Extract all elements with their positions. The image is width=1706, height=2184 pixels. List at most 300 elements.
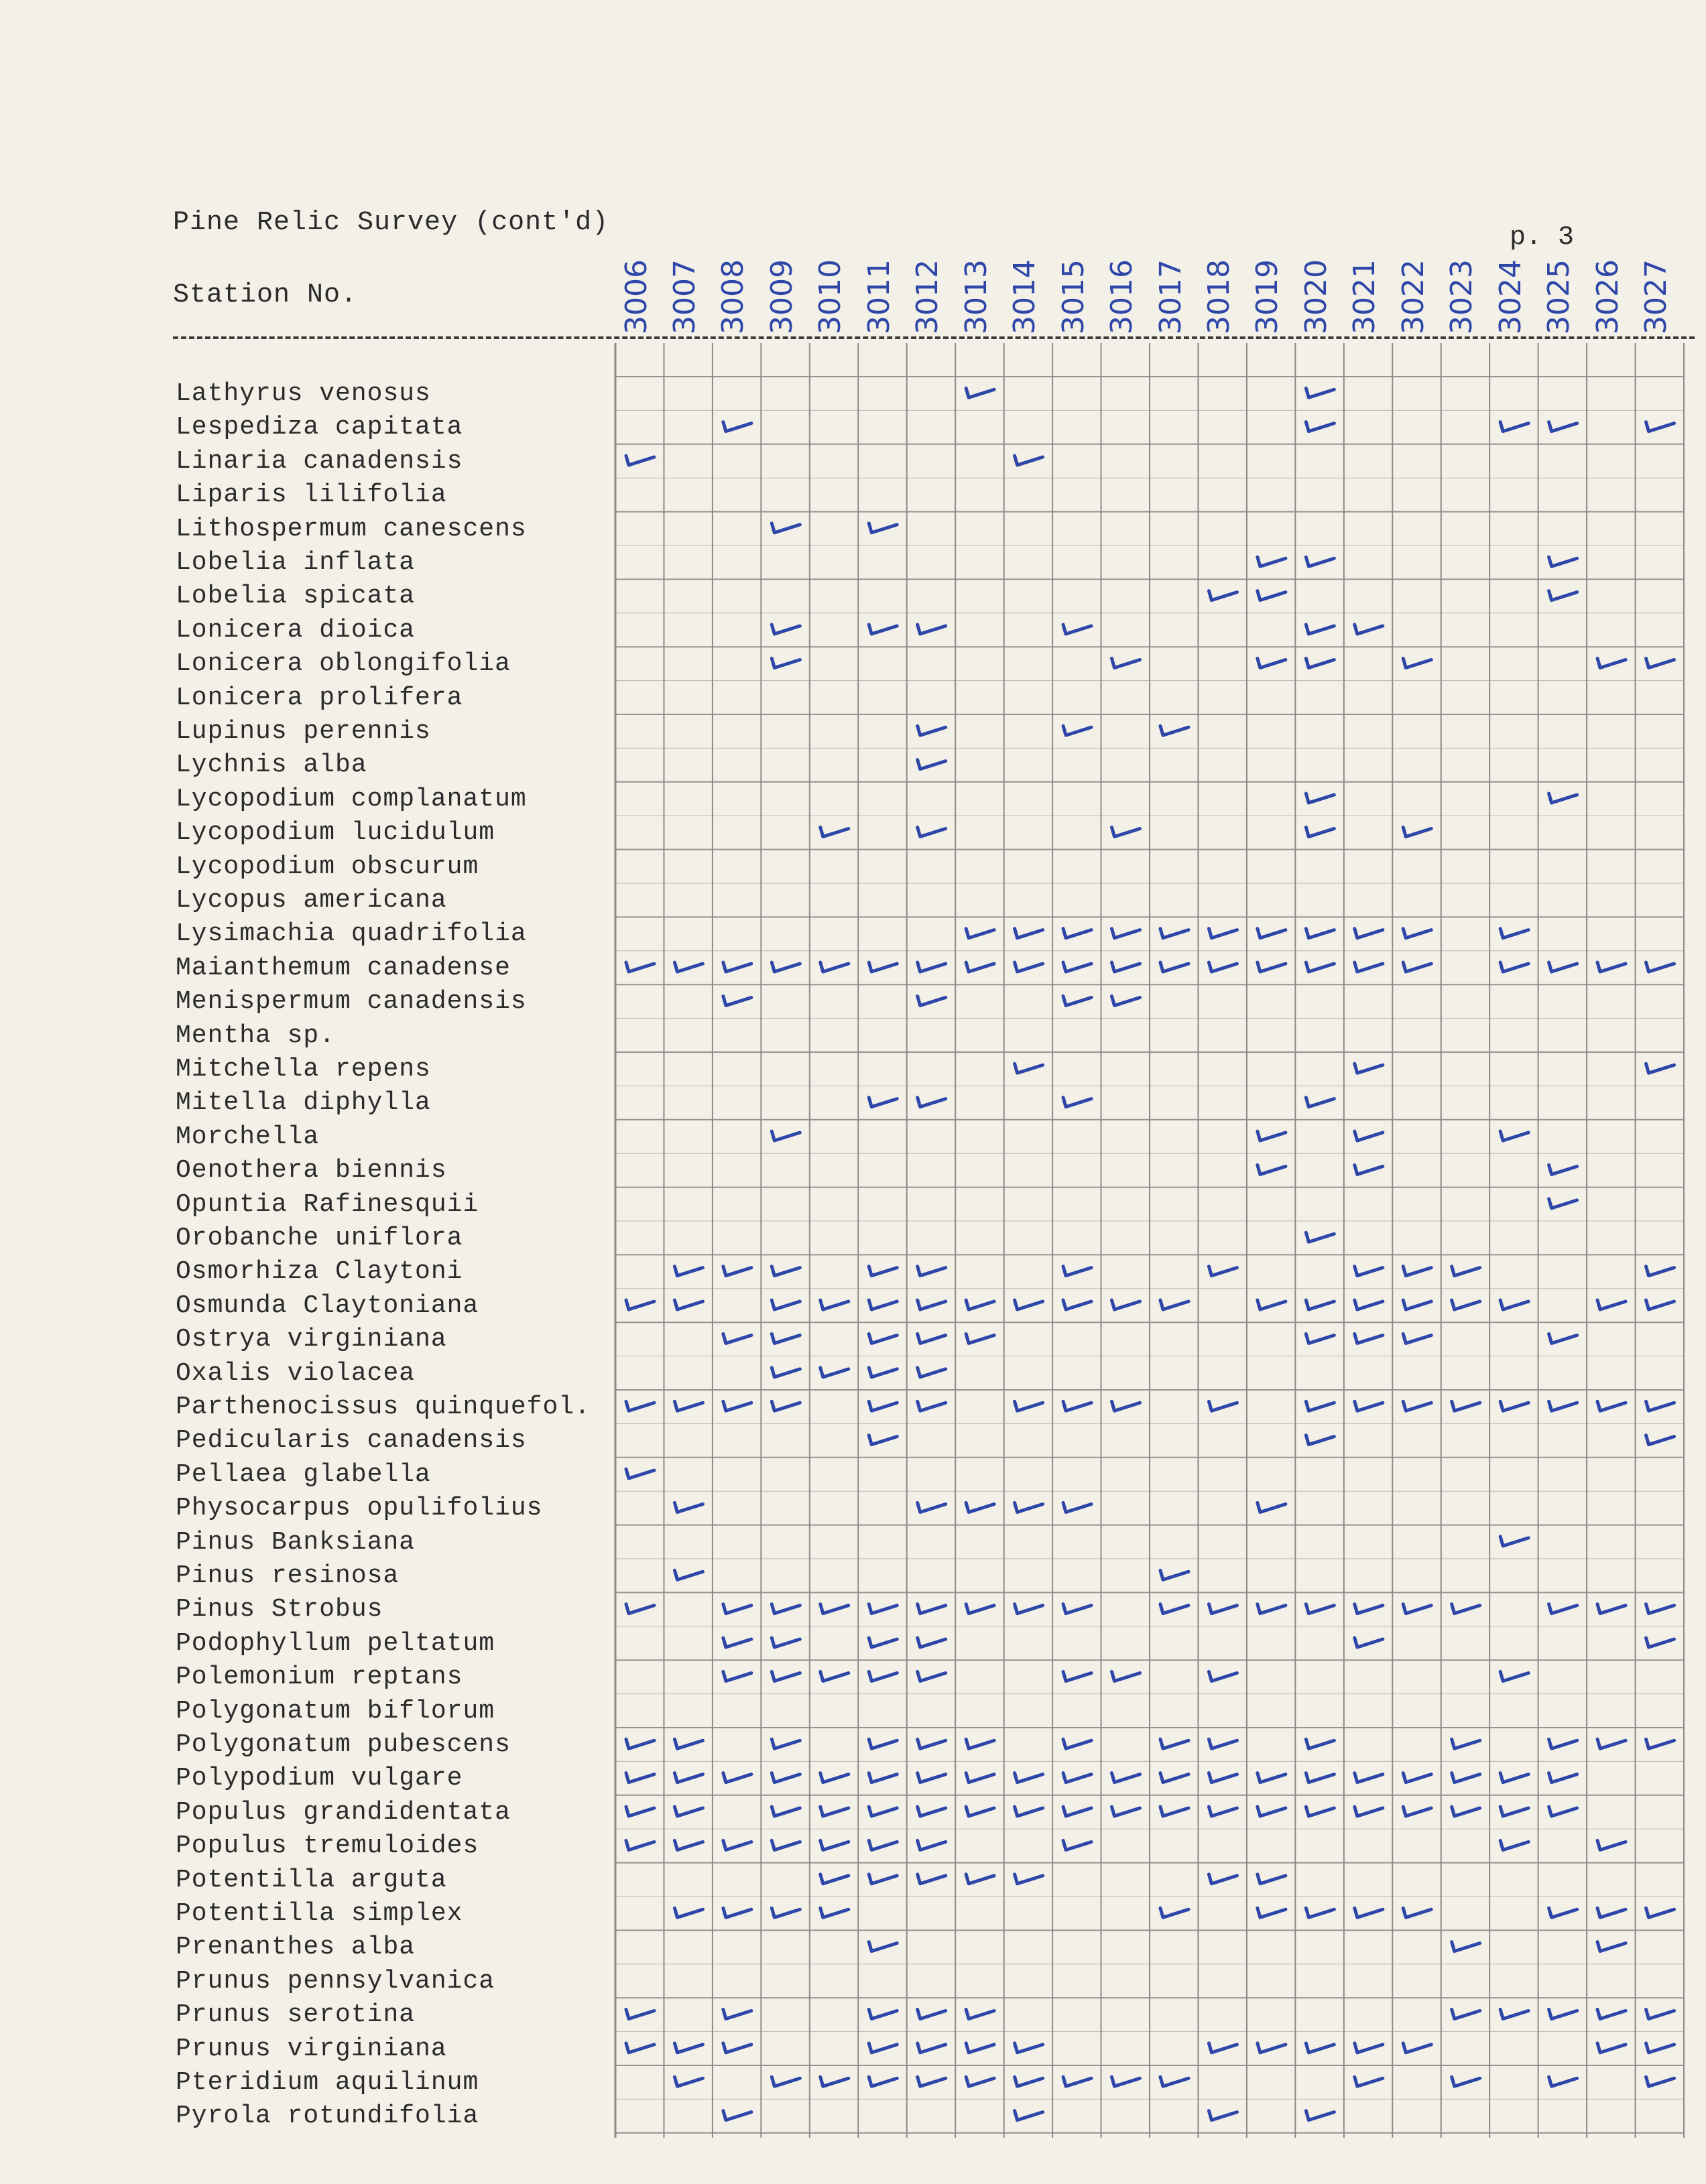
check-mark <box>1209 2043 1237 2053</box>
check-mark <box>1646 658 1674 667</box>
species-name: Prunus virginiana <box>176 2034 447 2063</box>
check-mark <box>966 1334 994 1343</box>
check-mark <box>772 1604 800 1614</box>
check-mark <box>869 1638 897 1647</box>
station-number: 3019 <box>1250 259 1285 334</box>
check-mark <box>918 2043 946 2053</box>
check-mark <box>1063 1401 1091 1411</box>
check-mark <box>1111 929 1140 938</box>
species-name: Pinus resinosa <box>176 1561 400 1590</box>
check-mark <box>1160 1807 1189 1816</box>
station-number: 3021 <box>1347 259 1382 334</box>
check-mark <box>1500 1401 1528 1411</box>
check-mark <box>1403 658 1431 667</box>
species-name: Lychnis alba <box>176 751 367 780</box>
check-mark <box>1306 1908 1334 1917</box>
check-mark <box>869 1840 897 1850</box>
check-mark <box>1209 591 1237 600</box>
check-mark <box>1160 1604 1189 1614</box>
species-name: Mitella diphylla <box>176 1088 431 1118</box>
check-mark <box>1403 1334 1431 1343</box>
station-number: 3011 <box>861 259 896 334</box>
check-mark <box>869 2077 897 2086</box>
check-mark <box>1597 1300 1626 1309</box>
species-name: Mitchella repens <box>176 1055 431 1084</box>
station-number: 3012 <box>910 259 945 334</box>
check-mark <box>966 1807 994 1816</box>
check-mark <box>1160 1908 1189 1917</box>
check-mark <box>918 1840 946 1850</box>
check-mark <box>1209 1773 1237 1783</box>
check-mark <box>1597 1739 1626 1748</box>
check-mark <box>626 1807 654 1816</box>
species-name: Prunus pennsylvanica <box>176 1966 495 1996</box>
check-mark <box>626 1604 654 1614</box>
check-mark <box>1258 2043 1286 2053</box>
check-mark <box>1160 726 1189 735</box>
station-number: 3024 <box>1493 259 1528 334</box>
check-mark <box>772 1300 800 1309</box>
check-mark <box>1063 1671 1091 1681</box>
check-mark <box>869 1368 897 1377</box>
check-mark <box>626 1840 654 1850</box>
check-mark <box>1355 1638 1383 1647</box>
check-mark <box>1015 456 1043 465</box>
check-mark <box>966 1300 994 1309</box>
check-mark <box>1355 962 1383 972</box>
check-mark <box>723 2043 751 2053</box>
species-name: Oenothera biennis <box>176 1156 447 1185</box>
check-mark <box>674 962 703 972</box>
species-name: Orobanche uniflora <box>176 1224 463 1252</box>
check-mark <box>1015 1773 1043 1783</box>
check-mark <box>626 456 654 465</box>
check-mark <box>1160 1739 1189 1748</box>
species-name: Parthenocissus quinquefol. <box>176 1393 591 1421</box>
species-name: Populus grandidentata <box>176 1797 511 1827</box>
check-mark <box>918 962 946 972</box>
check-mark <box>1258 962 1286 972</box>
check-mark <box>1646 962 1674 972</box>
check-mark <box>1549 1604 1577 1614</box>
species-name: Potentilla simplex <box>176 1899 463 1928</box>
check-mark <box>1549 557 1577 566</box>
check-mark <box>1306 388 1334 397</box>
check-mark <box>1306 793 1334 803</box>
station-number: 3025 <box>1542 259 1577 334</box>
check-mark <box>772 1908 800 1917</box>
check-mark <box>918 1267 946 1276</box>
check-mark <box>1209 962 1237 972</box>
check-mark <box>626 2043 654 2053</box>
check-mark <box>918 1773 946 1783</box>
species-name: Ostrya virginiana <box>176 1325 447 1354</box>
check-mark <box>1306 1773 1334 1783</box>
species-name: Polygonatum pubescens <box>176 1730 511 1759</box>
check-mark <box>1646 1604 1674 1614</box>
check-mark <box>1015 2043 1043 2053</box>
check-mark <box>1403 1807 1431 1816</box>
check-mark <box>869 1874 897 1884</box>
check-mark <box>1549 793 1577 803</box>
check-mark <box>869 1739 897 1748</box>
check-mark <box>772 625 800 634</box>
check-mark <box>918 1334 946 1343</box>
check-mark <box>1015 1502 1043 1512</box>
check-mark <box>1160 929 1189 938</box>
check-mark <box>1258 929 1286 938</box>
check-mark <box>1258 1165 1286 1174</box>
check-mark <box>674 1502 703 1512</box>
check-mark <box>1597 1401 1626 1411</box>
check-mark <box>820 1874 849 1884</box>
check-mark <box>1500 1807 1528 1816</box>
check-mark <box>1258 1300 1286 1309</box>
check-mark <box>1549 422 1577 432</box>
check-mark <box>1646 1267 1674 1276</box>
check-mark <box>918 1401 946 1411</box>
check-mark <box>723 1840 751 1850</box>
check-mark <box>1403 1604 1431 1614</box>
check-mark <box>1306 2043 1334 2053</box>
check-mark <box>1015 2111 1043 2120</box>
check-mark <box>1209 1807 1237 1816</box>
check-mark <box>1063 1300 1091 1309</box>
check-mark <box>1355 1064 1383 1073</box>
species-name: Lycopus americana <box>176 886 447 915</box>
species-name: Lobelia spicata <box>176 582 416 611</box>
check-mark <box>1063 2077 1091 2086</box>
check-mark <box>1111 1807 1140 1816</box>
species-name: Lysimachia quadrifolia <box>176 919 527 949</box>
check-mark <box>772 2077 800 2086</box>
species-name: Physocarpus opulifolius <box>176 1494 543 1523</box>
species-name: Lathyrus venosus <box>176 379 431 408</box>
check-mark <box>820 1671 849 1681</box>
check-mark <box>869 1334 897 1343</box>
check-mark <box>1355 929 1383 938</box>
check-mark <box>723 2111 751 2120</box>
check-mark <box>1597 1840 1626 1850</box>
check-mark <box>1403 1401 1431 1411</box>
check-mark <box>918 1604 946 1614</box>
check-mark <box>918 1368 946 1377</box>
check-mark <box>820 1840 849 1850</box>
check-mark <box>1063 1807 1091 1816</box>
check-mark <box>674 1401 703 1411</box>
check-mark <box>1063 1739 1091 1748</box>
check-mark <box>772 1807 800 1816</box>
check-mark <box>1306 962 1334 972</box>
species-name: Linaria canadensis <box>176 446 463 476</box>
check-mark <box>723 1671 751 1681</box>
station-number: 3006 <box>619 259 654 334</box>
check-mark <box>1355 1131 1383 1141</box>
check-mark <box>966 962 994 972</box>
check-mark <box>1403 962 1431 972</box>
check-mark <box>1209 2111 1237 2120</box>
check-mark <box>869 625 897 634</box>
species-name: Lycopodium complanatum <box>176 784 527 814</box>
station-number: 3022 <box>1396 259 1430 334</box>
check-mark <box>1549 1908 1577 1917</box>
check-mark <box>918 1874 946 1884</box>
check-mark <box>966 1874 994 1884</box>
check-mark <box>918 1300 946 1309</box>
check-mark <box>1646 1401 1674 1411</box>
check-mark <box>1015 1807 1043 1816</box>
species-name: Pinus Banksiana <box>176 1527 416 1557</box>
species-name: Maianthemum canadense <box>176 953 511 982</box>
check-mark <box>1111 1773 1140 1783</box>
check-mark <box>1452 1942 1480 1951</box>
species-name: Potentilla arguta <box>176 1865 447 1894</box>
check-mark <box>918 1671 946 1681</box>
check-mark <box>820 2077 849 2086</box>
check-mark <box>1306 827 1334 836</box>
check-mark <box>1646 1739 1674 1748</box>
check-mark <box>1015 962 1043 972</box>
check-mark <box>723 422 751 432</box>
check-mark <box>1063 962 1091 972</box>
station-number: 3010 <box>813 259 848 334</box>
check-mark <box>1111 962 1140 972</box>
check-mark <box>869 1401 897 1411</box>
station-number: 3016 <box>1105 259 1140 334</box>
check-mark <box>1355 1604 1383 1614</box>
check-mark <box>1403 827 1431 836</box>
check-mark <box>1063 929 1091 938</box>
check-mark <box>723 1638 751 1647</box>
check-mark <box>626 1300 654 1309</box>
species-name: Polemonium reptans <box>176 1663 463 1692</box>
check-mark <box>723 1604 751 1614</box>
check-mark <box>918 1098 946 1107</box>
check-mark <box>918 625 946 634</box>
check-mark <box>1646 2077 1674 2086</box>
check-mark <box>918 1638 946 1647</box>
check-mark <box>1160 1300 1189 1309</box>
check-mark <box>869 1435 897 1445</box>
check-mark <box>1452 1773 1480 1783</box>
check-mark <box>1015 1874 1043 1884</box>
check-mark <box>1452 1604 1480 1614</box>
check-mark <box>1549 1401 1577 1411</box>
check-mark <box>918 996 946 1005</box>
station-number: 3026 <box>1590 259 1625 334</box>
check-mark <box>772 1773 800 1783</box>
check-mark <box>1355 2077 1383 2086</box>
species-name: Pellaea glabella <box>176 1460 431 1489</box>
check-mark <box>1306 557 1334 566</box>
station-number: 3015 <box>1056 259 1091 334</box>
check-mark <box>626 962 654 972</box>
check-mark <box>1306 1300 1334 1309</box>
check-mark <box>1355 1300 1383 1309</box>
check-mark <box>1111 1300 1140 1309</box>
check-mark <box>1209 1267 1237 1276</box>
check-mark <box>820 962 849 972</box>
check-mark <box>772 1638 800 1647</box>
check-mark <box>674 2043 703 2053</box>
check-mark <box>966 1739 994 1748</box>
check-mark <box>723 1401 751 1411</box>
check-mark <box>1355 1773 1383 1783</box>
check-mark <box>1597 1942 1626 1951</box>
check-mark <box>918 2077 946 2086</box>
check-mark <box>1597 1604 1626 1614</box>
check-mark <box>1306 422 1334 432</box>
check-mark <box>1015 1604 1043 1614</box>
check-mark <box>723 996 751 1005</box>
check-mark <box>1452 2009 1480 2018</box>
check-mark <box>1549 1165 1577 1174</box>
check-mark <box>1160 1773 1189 1783</box>
check-mark <box>1549 2009 1577 2018</box>
check-mark <box>1549 1773 1577 1783</box>
check-mark <box>626 1469 654 1478</box>
check-mark <box>1597 2043 1626 2053</box>
station-number: 3009 <box>764 259 799 334</box>
check-mark <box>1646 1638 1674 1647</box>
check-mark <box>966 2077 994 2086</box>
check-mark <box>1258 1874 1286 1884</box>
check-mark <box>1111 827 1140 836</box>
check-mark <box>918 2009 946 2018</box>
check-mark <box>772 523 800 533</box>
check-mark <box>1209 1671 1237 1681</box>
species-name: Osmunda Claytoniana <box>176 1291 479 1320</box>
check-mark <box>1355 1401 1383 1411</box>
check-mark <box>1355 1334 1383 1343</box>
check-mark <box>1597 658 1626 667</box>
check-mark <box>820 827 849 836</box>
check-mark <box>1306 1401 1334 1411</box>
station-number: 3023 <box>1445 259 1479 334</box>
check-mark <box>1500 1537 1528 1546</box>
check-mark <box>674 1807 703 1816</box>
check-mark <box>772 1368 800 1377</box>
species-name: Lupinus perennis <box>176 717 431 746</box>
check-mark <box>1306 625 1334 634</box>
check-mark <box>1646 422 1674 432</box>
station-number-label: Station No. <box>173 280 358 310</box>
check-mark <box>1646 1300 1674 1309</box>
check-mark <box>1646 1435 1674 1445</box>
species-name: Lithospermum canescens <box>176 514 527 543</box>
check-mark <box>966 1773 994 1783</box>
check-mark <box>869 2043 897 2053</box>
check-mark <box>1549 1199 1577 1208</box>
check-mark <box>1306 1098 1334 1107</box>
check-mark <box>820 1300 849 1309</box>
check-mark <box>966 2043 994 2053</box>
check-mark <box>1111 1671 1140 1681</box>
station-number: 3007 <box>667 259 702 334</box>
check-mark <box>772 1840 800 1850</box>
check-mark <box>723 962 751 972</box>
species-name: Oxalis violacea <box>176 1358 416 1388</box>
species-name: Populus tremuloides <box>176 1832 479 1861</box>
species-name: Mentha sp. <box>176 1021 336 1050</box>
check-mark <box>1549 1807 1577 1816</box>
species-name: Pinus Strobus <box>176 1595 383 1624</box>
check-mark <box>1306 1334 1334 1343</box>
check-mark <box>674 1908 703 1917</box>
check-mark <box>1355 1267 1383 1276</box>
check-mark <box>772 962 800 972</box>
check-mark <box>918 1739 946 1748</box>
check-mark <box>1597 1908 1626 1917</box>
check-mark <box>1160 1570 1189 1580</box>
species-name: Prenanthes alba <box>176 1933 416 1962</box>
species-name: Podophyllum peltatum <box>176 1628 495 1658</box>
page-number: p. 3 <box>1510 222 1575 253</box>
species-name: Pteridium aquilinum <box>176 2068 479 2097</box>
check-mark <box>1306 1435 1334 1445</box>
check-mark <box>1063 1267 1091 1276</box>
species-name: Lycopodium obscurum <box>176 852 479 881</box>
check-mark <box>869 2009 897 2018</box>
check-mark <box>966 2009 994 2018</box>
check-mark <box>1258 591 1286 600</box>
species-name: Prunus serotina <box>176 2000 416 2030</box>
check-mark <box>1258 1502 1286 1512</box>
station-number: 3014 <box>1008 259 1042 334</box>
check-mark <box>1258 557 1286 566</box>
check-mark <box>1646 1064 1674 1073</box>
check-mark <box>1063 1098 1091 1107</box>
species-name: Morchella <box>176 1122 320 1151</box>
check-mark <box>723 2009 751 2018</box>
check-mark <box>869 1807 897 1816</box>
check-mark <box>674 1267 703 1276</box>
check-mark <box>1015 1064 1043 1073</box>
check-mark <box>820 1604 849 1614</box>
check-mark <box>820 1368 849 1377</box>
check-mark <box>1063 996 1091 1005</box>
check-mark <box>674 1840 703 1850</box>
check-mark <box>674 1773 703 1783</box>
check-mark <box>772 1267 800 1276</box>
check-mark <box>1063 726 1091 735</box>
check-mark <box>1160 962 1189 972</box>
check-mark <box>869 1773 897 1783</box>
check-mark <box>1258 1773 1286 1783</box>
station-number: 3020 <box>1298 259 1333 334</box>
check-mark <box>1549 962 1577 972</box>
check-mark <box>1355 1908 1383 1917</box>
species-name: Lycopodium lucidulum <box>176 818 495 848</box>
check-mark <box>1306 1232 1334 1242</box>
check-mark <box>772 1131 800 1141</box>
check-mark <box>674 1570 703 1580</box>
check-mark <box>1209 1604 1237 1614</box>
check-mark <box>1258 1908 1286 1917</box>
check-mark <box>1597 962 1626 972</box>
check-mark <box>1597 2009 1626 2018</box>
check-mark <box>820 1807 849 1816</box>
check-mark <box>1452 1807 1480 1816</box>
check-mark <box>1452 1267 1480 1276</box>
station-number: 3013 <box>959 259 993 334</box>
check-mark <box>1500 1300 1528 1309</box>
check-mark <box>869 1300 897 1309</box>
check-mark <box>1355 1807 1383 1816</box>
check-mark <box>723 1334 751 1343</box>
check-mark <box>869 1604 897 1614</box>
check-mark <box>772 658 800 667</box>
